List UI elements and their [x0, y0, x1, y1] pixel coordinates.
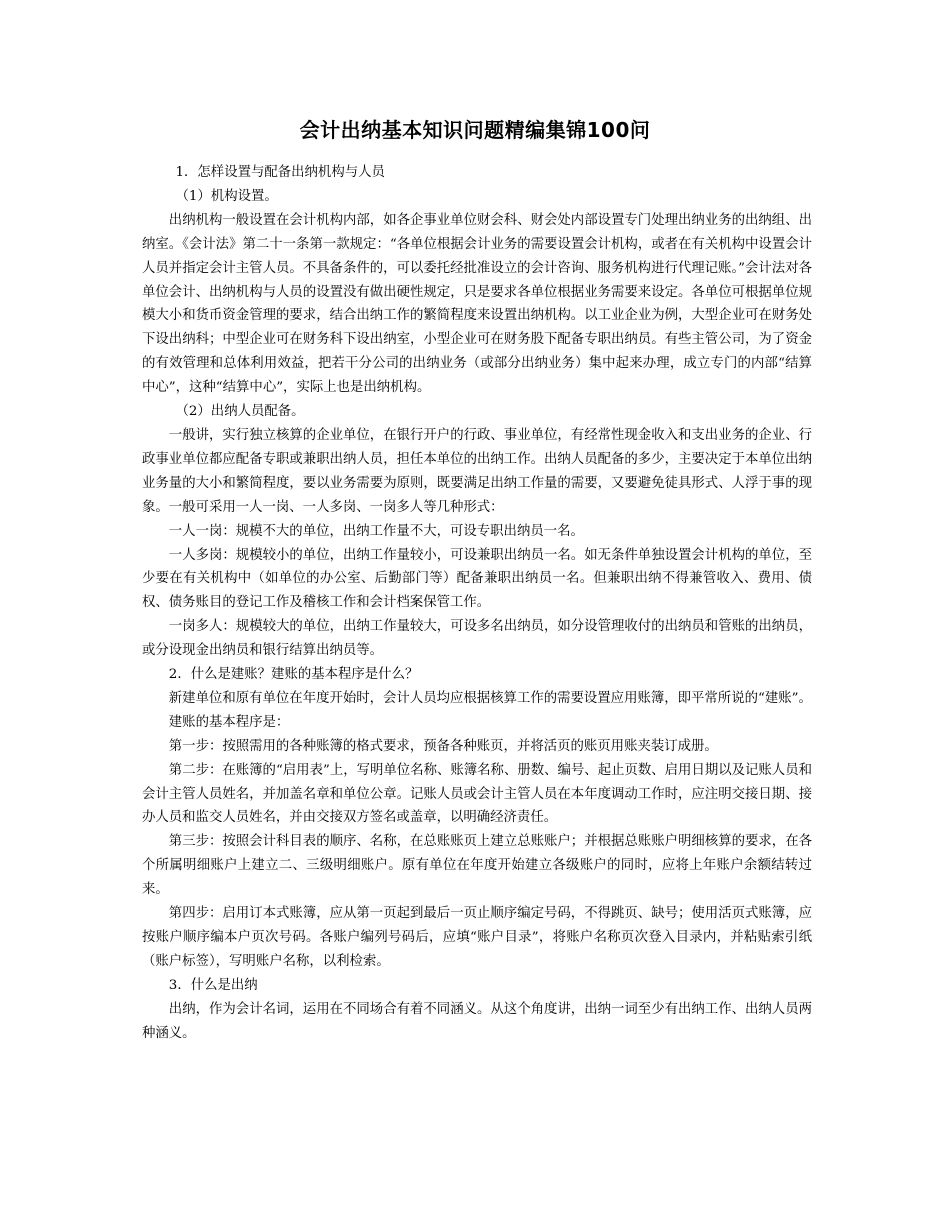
body-paragraph: 新建单位和原有单位在年度开始时，会计人员均应根据核算工作的需要设置应用账簿，即平常所说的“建账”。	[168, 690, 812, 706]
document-body	[142, 161, 812, 1046]
body-paragraph: 一人多岗：规模较小的单位，出纳工作量较小，可设兼职出纳员一名。如无条件单独设置会计机构的单位，至少要在有关机构中（如单位的办公室、后勤部门等）配备兼职出纳员一名。但兼职出纳不得兼管收入、费用、债权、债务账目的登记工作及稽核工作和会计档案保管工作。	[142, 547, 812, 611]
subsection-heading: （2）出纳人员配备。	[175, 404, 305, 420]
body-paragraph: 第四步：启用订本式账簿，应从第一页起到最后一页止顺序编定号码，不得跳页、缺号；使用活页式账簿，应按账户顺序编本户页次号码。各账户编列号码后，应填“账户目录”，将账户名称页次登入目录内，并粘贴索引纸（账户标签），写明账户名称，以利检索。	[142, 906, 812, 969]
body-paragraph: 一岗多人：规模较大的单位，出纳工作量较大，可设多名出纳员，如分设管理收付的出纳员和管账的出纳员，或分设现金出纳员和银行结算出纳员等。	[142, 619, 812, 659]
body-paragraph: 建账的基本程序是：	[168, 714, 290, 730]
body-paragraph: 第一步：按照需用的各种账簿的格式要求，预备各种账页，并将活页的账页用账夹装订成册。	[168, 738, 718, 754]
body-paragraph: 第三步：按照会计科目表的顺序、名称，在总账账页上建立总账账户；并根据总账账户明细核算的要求，在各个所属明细账户上建立二、三级明细账户。原有单位在年度开始建立各级账户的同时，应将上年账户余额结转过来。	[142, 834, 812, 898]
subsection-heading: （1）机构设置。	[175, 188, 278, 204]
body-paragraph: 一人一岗：规模不大的单位，出纳工作量不大，可设专职出纳员一名。	[168, 523, 584, 539]
document-title: 会计出纳基本知识问题精编集锦100问	[299, 118, 651, 142]
section-heading: 1．怎样设置与配备出纳机构与人员	[175, 165, 385, 180]
body-paragraph: 出纳，作为会计名词，运用在不同场合有着不同涵义。从这个角度讲，出纳一词至少有出纳工作、出纳人员两种涵义。	[142, 1001, 812, 1041]
body-paragraph: 一般讲，实行独立核算的企业单位，在银行开户的行政、事业单位，有经常性现金收入和支出业务的企业、行政事业单位都应配备专职或兼职出纳人员，担任本单位的出纳工作。出纳人员配备的多少，主要决定于本单位出纳业务量的大小和繁简程度，要以业务需要为原则，既要满足出纳工作量的需要，又要避免徒具形式、人浮于事的现象。一般可采用一人一岗、一人多岗、一岗多人等几种形式：	[142, 427, 812, 515]
section-heading: 2．什么是建账？建账的基本程序是什么？	[168, 667, 419, 683]
body-paragraph: 出纳机构一般设置在会计机构内部，如各企事业单位财会科、财会处内部设置专门处理出纳业务的出纳组、出纳室。《会计法》第二十一条第一款规定：“各单位根据会计业务的需要设置会计机构，或者在有关机构中设置会计人员并指定会计主管人员。不具备条件的，可以委托经批准设立的会计咨询、服务机构进行代理记账。”会计法对各单位会计、出纳机构与人员的设置没有做出硬性规定，只是要求各单位根据业务需要来设定。各单位可根据单位规模大小和货币资金管理的要求，结合出纳工作的繁简程度来设置出纳机构。以工业企业为例，大型企业可在财务处下设出纳科；中型企业可在财务科下设出纳室，小型企业可在财务股下配备专职出纳员。有些主管公司，为了资金的有效管理和总体利用效益，把若干分公司的出纳业务（或部分出纳业务）集中起来办理，成立专门的内部“结算中心”，这种“结算中心”，实际上也是出纳机构。	[142, 212, 812, 396]
section-heading: 3．什么是出纳	[168, 977, 258, 993]
body-paragraph: 第二步：在账簿的“启用表”上，写明单位名称、账簿名称、册数、编号、起止页数、启用日期以及记账人员和会计主管人员姓名，并加盖名章和单位公章。记账人员或会计主管人员在本年度调动工作时，应注明交接日期、接办人员和监交人员姓名，并由交接双方签名或盖章，以明确经济责任。	[142, 762, 812, 826]
